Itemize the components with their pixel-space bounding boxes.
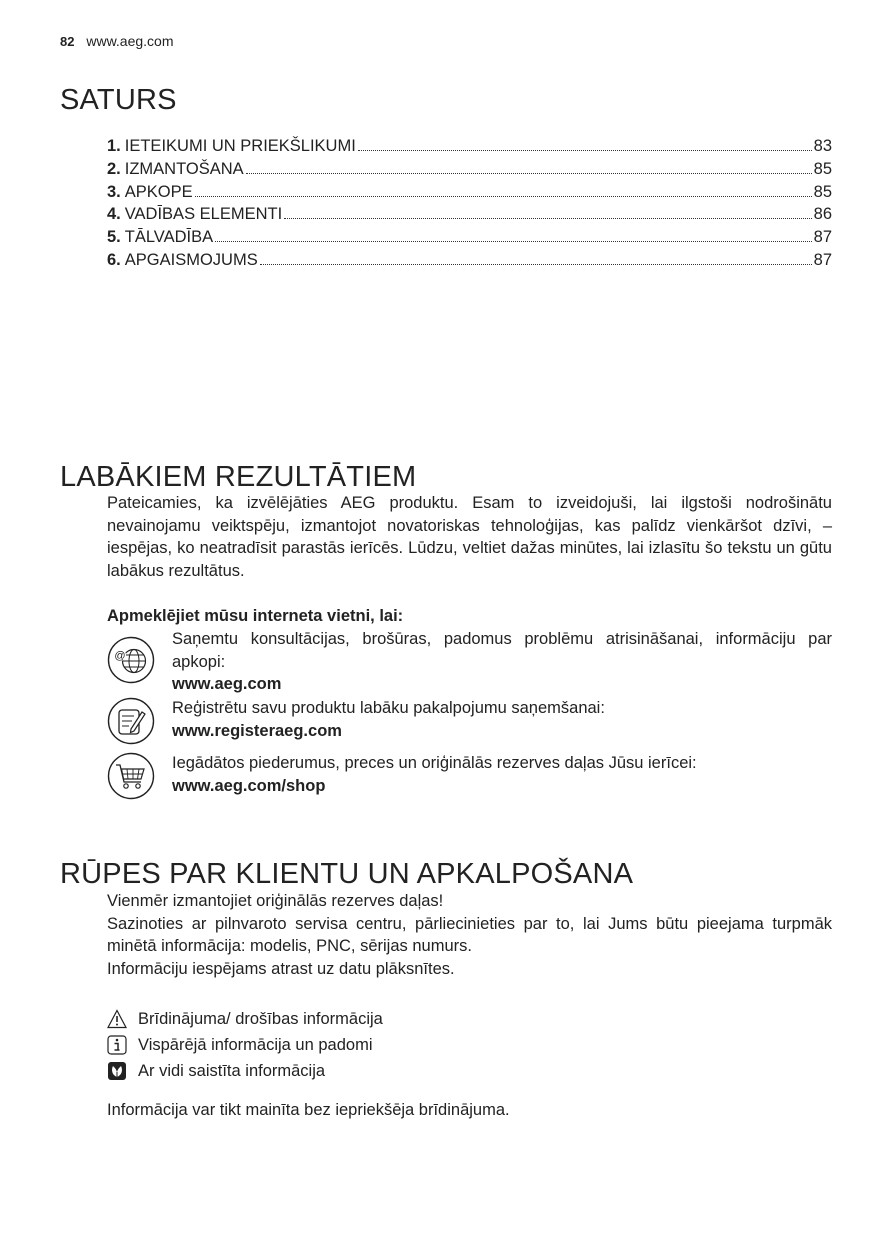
- legend-label: Ar vidi saistīta informācija: [138, 1061, 326, 1080]
- toc-entry-label: IZMANTOŠANA: [124, 159, 244, 178]
- toc-entry-label: VADĪBAS ELEMENTI: [124, 205, 283, 224]
- toc-entry-page: 87: [813, 228, 832, 247]
- better-results-title: LABĀKIEM REZULTĀTIEM: [60, 461, 417, 493]
- toc-entry-number: 5.: [107, 228, 121, 247]
- svg-text:@: @: [114, 650, 126, 662]
- toc-entry-number: 4.: [107, 205, 121, 224]
- toc-entry-page: 87: [813, 250, 832, 269]
- toc-entry[interactable]: [107, 251, 832, 274]
- customer-care-line: Informāciju iespējams atrast uz datu plāksnītes.: [107, 959, 455, 978]
- website-item-description: Reģistrētu savu produktu labāku pakalpojumu saņemšanai:: [172, 699, 605, 717]
- customer-care-line: Vienmēr izmantojiet oriģinālās rezerves daļas!: [107, 892, 444, 910]
- toc-entry-page: 86: [813, 205, 832, 224]
- website-link[interactable]: www.registeraeg.com: [172, 721, 342, 740]
- toc-entry-label: TĀLVADĪBA: [124, 228, 214, 247]
- warning-icon: [107, 1009, 127, 1029]
- toc-leader-dots: [215, 241, 812, 242]
- toc-entry[interactable]: [107, 183, 832, 206]
- website-link[interactable]: www.aeg.com: [172, 675, 282, 693]
- website-link[interactable]: www.aeg.com/shop: [172, 776, 326, 795]
- change-notice: Informācija var tikt mainīta bez iepriekšēja brīdinājuma.: [107, 1101, 510, 1119]
- toc-entry-number: 6.: [107, 250, 121, 269]
- website-item-description: Saņemtu konsultācijas, brošūras, padomus problēmu atrisināšanai, informāciju par apkopi:: [172, 630, 832, 671]
- register-pen-icon: [107, 697, 155, 745]
- toc-entry[interactable]: [107, 205, 832, 228]
- legend-row: [107, 1032, 383, 1058]
- toc-entry-number: 3.: [107, 182, 121, 201]
- legend-label: Brīdinājuma/ drošības informācija: [138, 1009, 383, 1028]
- website-item-text: [172, 697, 832, 742]
- toc-leader-dots: [195, 196, 812, 197]
- visit-website-heading: Apmeklējiet mūsu interneta vietni, lai:: [107, 607, 404, 625]
- customer-care-line: Sazinoties ar pilnvaroto servisa centru, pārliecinieties par to, lai Jums būtu pieejama turpmāk minētā informācija: modelis, PNC, sērijas numurs.: [107, 914, 832, 955]
- toc-leader-dots: [260, 264, 812, 265]
- website-item-description: Iegādātos piederumus, preces un oriģinālās rezerves daļas Jūsu ierīcei:: [172, 754, 697, 772]
- toc-title: SATURS: [60, 84, 177, 116]
- customer-care-title: RŪPES PAR KLIENTU UN APKALPOŠANA: [60, 858, 634, 890]
- toc-leader-dots: [284, 218, 811, 219]
- page-header: [60, 33, 174, 49]
- toc-entry-label: APGAISMOJUMS: [124, 250, 258, 269]
- toc-entry-number: 1.: [107, 137, 121, 155]
- toc-entry-page: 83: [813, 137, 832, 155]
- page-number: 82: [60, 34, 75, 49]
- environment-icon: [107, 1061, 127, 1081]
- legend-row: [107, 1058, 383, 1084]
- toc-leader-dots: [246, 173, 812, 174]
- legend-label: Vispārējā informācija un padomi: [138, 1035, 373, 1054]
- toc-entry-label: APKOPE: [124, 182, 193, 201]
- toc-entry[interactable]: [107, 228, 832, 251]
- better-results-intro: Pateicamies, ka izvēlējāties AEG produktu. Esam to izveidojuši, lai ilgstoši nodrošinātu nevainojamu veiktspēju, izmantojot novatoriskas tehnoloģijas, kas palīdz vienkāršot dzīvi, – iespējas, ko neatradīsit parastās ierīcēs. Lūdzu, veltiet dažas minūtes, lai izlasītu šo tekstu un gūtu labākus rezultātus.: [107, 494, 832, 580]
- toc-entry-page: 85: [813, 182, 832, 201]
- toc-entry[interactable]: [107, 160, 832, 183]
- globe-at-icon: [107, 636, 155, 684]
- toc-entry[interactable]: [107, 137, 832, 160]
- toc-entry-page: 85: [813, 159, 832, 178]
- symbol-legend: [107, 1006, 383, 1084]
- info-icon: [107, 1035, 127, 1055]
- toc-entry-label: IETEIKUMI UN PRIEKŠLIKUMI: [124, 137, 356, 155]
- customer-care-text: [107, 890, 832, 980]
- website-item-text: [172, 752, 832, 797]
- legend-row: [107, 1006, 383, 1032]
- website-item-text: [172, 628, 832, 696]
- toc-entry-number: 2.: [107, 159, 121, 178]
- toc-leader-dots: [358, 150, 812, 151]
- table-of-contents: [107, 137, 832, 274]
- header-url[interactable]: www.aeg.com: [86, 33, 174, 49]
- shopping-cart-icon: [107, 752, 155, 800]
